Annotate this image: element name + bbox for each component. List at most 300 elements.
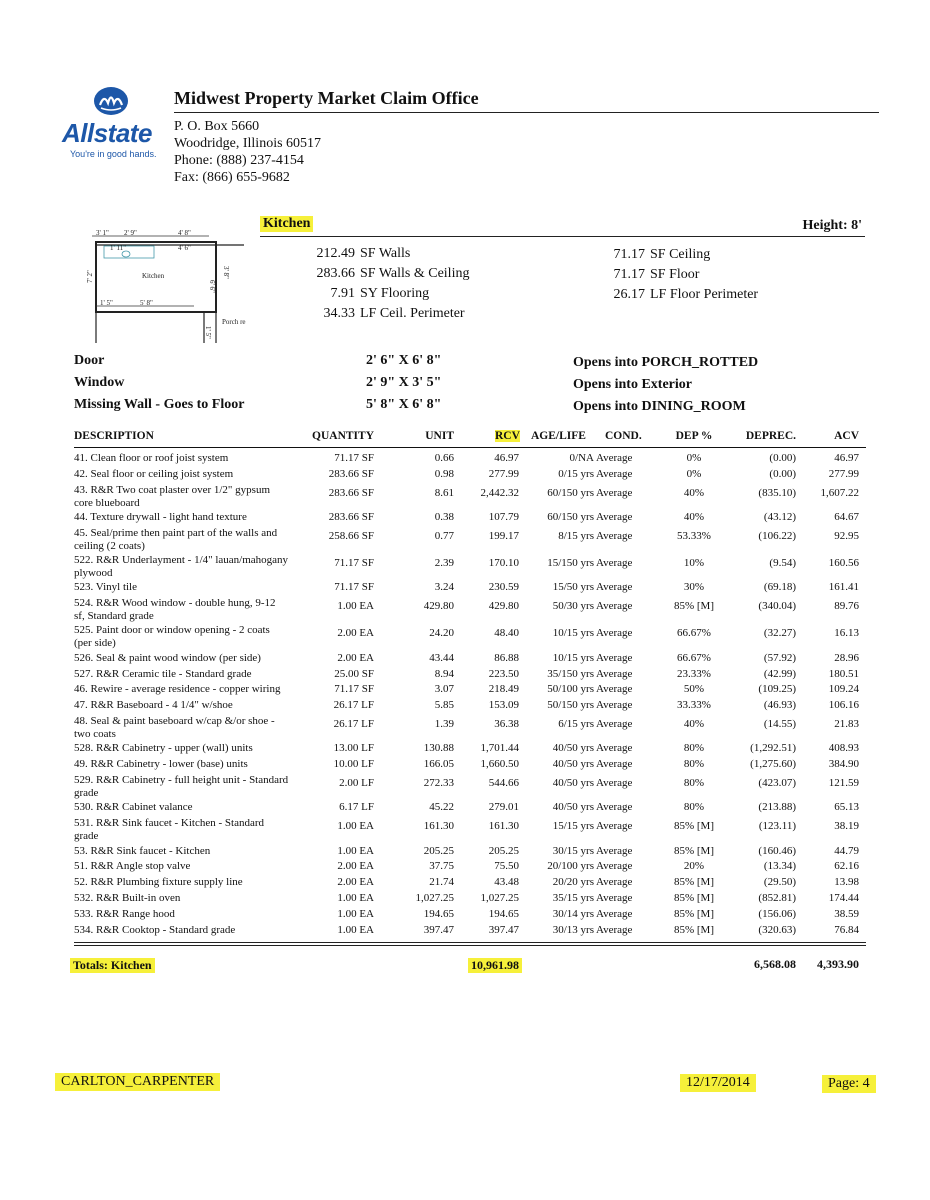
line-dep-percent: 85% [M] <box>673 892 715 905</box>
line-unit-price: 429.80 <box>423 600 454 613</box>
line-age-life: 6/15 yrs <box>558 718 594 731</box>
line-condition: Average <box>596 467 633 480</box>
line-dep-percent: 80% <box>683 758 705 771</box>
opening-target: Opens into PORCH_ROTTED <box>573 355 759 370</box>
sketch-label: 6' 6" <box>208 280 216 293</box>
measure-label: LF Ceil. Perimeter <box>360 306 465 321</box>
line-condition: Average <box>596 758 633 771</box>
totals-rule-2 <box>74 945 866 946</box>
line-description: 524. R&R Wood window - double hung, 9-12 <box>74 597 276 610</box>
line-description-cont: grade <box>74 830 99 843</box>
line-quantity: 26.17 LF <box>333 718 374 731</box>
line-rcv: 36.38 <box>494 718 519 731</box>
line-rcv: 48.40 <box>494 627 519 640</box>
line-quantity: 2.00 EA <box>337 651 374 664</box>
col-rcv: RCV <box>495 430 520 442</box>
line-unit-price: 45.22 <box>429 801 454 814</box>
line-description: 522. R&R Underlayment - 1/4" lauan/mahogany <box>74 554 289 567</box>
line-depreciation: (46.93) <box>763 699 796 712</box>
line-depreciation: (14.55) <box>763 718 796 731</box>
line-acv: 28.96 <box>834 651 859 664</box>
line-condition: Average <box>596 699 633 712</box>
line-dep-percent: 85% [M] <box>673 600 715 613</box>
line-rcv: 43.48 <box>494 876 519 889</box>
opening-target: Opens into Exterior <box>573 377 692 392</box>
line-acv: 46.97 <box>834 452 859 464</box>
brand-name: Allstate <box>62 118 152 148</box>
line-acv: 174.44 <box>828 892 859 905</box>
line-rcv: 205.25 <box>488 844 519 857</box>
line-acv: 408.93 <box>828 742 859 755</box>
measurements-right <box>595 245 758 305</box>
line-age-life: 50/150 yrs <box>547 699 594 712</box>
line-quantity: 6.17 LF <box>339 801 374 814</box>
sketch-label: 3' 8" <box>222 266 230 279</box>
line-acv: 38.59 <box>834 908 859 921</box>
totals-acv: 4,393.90 <box>817 957 859 971</box>
openings-sizes <box>366 350 441 416</box>
line-quantity: 258.66 SF <box>328 529 374 542</box>
opening-name: Missing Wall - Goes to Floor <box>74 397 245 412</box>
footer-adjuster-name: CARLTON_CARPENTER <box>55 1073 220 1091</box>
line-rcv: 2,442.32 <box>480 486 519 499</box>
line-acv: 38.19 <box>834 820 859 833</box>
col-condition: COND. <box>605 430 642 442</box>
openings-targets <box>573 352 758 418</box>
address-line: Woodridge, Illinois 60517 <box>174 136 322 151</box>
table-header-rule <box>74 447 866 448</box>
line-description: 43. R&R Two coat plaster over 1/2" gypsum <box>74 483 270 496</box>
line-depreciation: (9.54) <box>769 557 796 570</box>
line-condition: Average <box>596 777 633 790</box>
line-depreciation: (29.50) <box>763 876 796 889</box>
line-dep-percent: 80% <box>683 801 705 814</box>
line-quantity: 2.00 EA <box>337 876 374 889</box>
line-age-life: 15/50 yrs <box>552 581 594 594</box>
line-acv: 13.98 <box>834 876 859 889</box>
room-sketch <box>84 228 264 343</box>
line-unit-price: 205.25 <box>423 844 454 857</box>
measure-value: 283.66 <box>316 266 355 281</box>
line-depreciation: (123.11) <box>758 820 796 833</box>
line-age-life: 15/15 yrs <box>552 820 594 833</box>
line-age-life: 50/30 yrs <box>552 600 594 613</box>
line-quantity: 26.17 LF <box>333 699 374 712</box>
measure-label: SY Flooring <box>360 286 430 301</box>
line-depreciation: (852.81) <box>758 892 796 905</box>
line-depreciation: (0.00) <box>769 452 796 464</box>
line-acv: 180.51 <box>828 667 859 680</box>
line-unit-price: 8.61 <box>434 486 454 499</box>
line-description: 41. Clean floor or roof joist system <box>74 452 229 464</box>
line-unit-price: 0.77 <box>434 529 454 542</box>
line-dep-percent: 85% [M] <box>673 908 715 921</box>
line-condition: Average <box>596 718 633 731</box>
line-dep-percent: 40% <box>683 511 705 523</box>
line-quantity: 71.17 SF <box>334 581 374 594</box>
office-title: Midwest Property Market Claim Office <box>174 88 479 108</box>
line-unit-price: 24.20 <box>429 627 454 640</box>
line-quantity: 13.00 LF <box>333 742 374 755</box>
line-rcv: 170.10 <box>488 557 519 570</box>
line-quantity: 1.00 EA <box>337 820 374 833</box>
line-description-cont: grade <box>74 787 99 800</box>
measure-value: 212.49 <box>316 246 355 261</box>
line-condition: Average <box>596 742 633 755</box>
line-description: 532. R&R Built-in oven <box>74 892 181 905</box>
line-depreciation: (0.00) <box>769 467 796 480</box>
room-divider <box>260 236 865 237</box>
line-quantity: 1.00 EA <box>337 924 374 936</box>
line-condition: Average <box>596 452 633 464</box>
line-description: 533. R&R Range hood <box>74 908 175 921</box>
line-description: 42. Seal floor or ceiling joist system <box>74 467 234 480</box>
line-unit-price: 130.88 <box>423 742 454 755</box>
line-dep-percent: 85% [M] <box>673 876 715 889</box>
line-dep-percent: 85% [M] <box>673 844 715 857</box>
line-acv: 89.76 <box>834 600 859 613</box>
line-age-life: 0/15 yrs <box>558 467 594 480</box>
line-rcv: 223.50 <box>488 667 519 680</box>
line-description: 45. Seal/prime then paint part of the walls and <box>74 526 278 539</box>
line-acv: 65.13 <box>834 801 859 814</box>
line-acv: 21.83 <box>834 718 859 731</box>
line-description: 528. R&R Cabinetry - upper (wall) units <box>74 742 253 755</box>
line-condition: Average <box>596 924 633 936</box>
line-dep-percent: 10% <box>683 557 705 570</box>
line-dep-percent: 85% [M] <box>673 924 715 936</box>
line-dep-percent: 0% <box>686 452 702 464</box>
line-description: 48. Seal & paint baseboard w/cap &/or shoe - <box>74 715 275 728</box>
line-condition: Average <box>596 581 633 594</box>
line-age-life: 15/150 yrs <box>547 557 594 570</box>
line-acv: 44.79 <box>834 844 859 857</box>
measure-label: SF Floor <box>650 267 700 282</box>
line-condition: Average <box>596 876 633 889</box>
line-rcv: 86.88 <box>494 651 519 664</box>
phone-line: Phone: (888) 237-4154 <box>174 153 304 168</box>
line-dep-percent: 53.33% <box>677 529 711 542</box>
line-age-life: 60/150 yrs <box>547 486 594 499</box>
line-description-cont: ceiling (2 coats) <box>74 539 145 552</box>
line-rcv: 1,027.25 <box>480 892 519 905</box>
sketch-label: 7' 2" <box>86 270 94 283</box>
line-dep-percent: 85% [M] <box>673 820 715 833</box>
line-age-life: 35/15 yrs <box>552 892 594 905</box>
line-depreciation: (340.04) <box>758 600 796 613</box>
line-description: 531. R&R Sink faucet - Kitchen - Standard <box>74 817 265 830</box>
line-rcv: 153.09 <box>488 699 519 712</box>
line-age-life: 40/50 yrs <box>552 758 594 771</box>
line-condition: Average <box>596 651 633 664</box>
measure-value: 71.17 <box>613 247 645 262</box>
line-quantity: 1.00 EA <box>337 908 374 921</box>
sketch-label: 4' 6" <box>178 244 191 252</box>
line-age-life: 20/100 yrs <box>547 860 594 873</box>
line-quantity: 283.66 SF <box>328 486 374 499</box>
line-unit-price: 21.74 <box>429 876 454 889</box>
line-depreciation: (160.46) <box>758 844 796 857</box>
sketch-label: Kitchen <box>142 272 165 280</box>
line-quantity: 1.00 EA <box>337 892 374 905</box>
line-age-life: 40/50 yrs <box>552 777 594 790</box>
measure-label: SF Ceiling <box>650 247 711 262</box>
line-description: 47. R&R Baseboard - 4 1/4" w/shoe <box>74 699 233 712</box>
line-condition: Average <box>596 486 633 499</box>
measure-label: SF Walls <box>360 246 411 261</box>
line-dep-percent: 0% <box>686 467 702 480</box>
line-quantity: 2.00 LF <box>339 777 374 790</box>
col-quantity: QUANTITY <box>312 430 374 442</box>
opening-size: 5' 8" X 6' 8" <box>366 397 442 412</box>
line-age-life: 60/150 yrs <box>547 511 594 523</box>
line-condition: Average <box>596 860 633 873</box>
line-description: 49. R&R Cabinetry - lower (base) units <box>74 758 248 771</box>
line-dep-percent: 66.67% <box>677 627 711 640</box>
totals-rule-1 <box>74 942 866 943</box>
line-rcv: 429.80 <box>488 600 519 613</box>
line-depreciation: (106.22) <box>758 529 796 542</box>
line-description: 526. Seal & paint wood window (per side) <box>74 651 261 664</box>
office-address <box>174 118 321 186</box>
line-depreciation: (1,292.51) <box>750 742 796 755</box>
line-age-life: 30/13 yrs <box>552 924 594 936</box>
line-rcv: 199.17 <box>488 529 519 542</box>
line-depreciation: (109.25) <box>758 683 796 696</box>
line-condition: Average <box>596 627 633 640</box>
sketch-label: 2' 9" <box>124 229 137 237</box>
measurements-left <box>305 244 469 324</box>
line-depreciation: (13.34) <box>763 860 796 873</box>
line-age-life: 30/14 yrs <box>552 908 594 921</box>
openings-names <box>74 350 244 416</box>
line-acv: 16.13 <box>834 627 859 640</box>
line-unit-price: 166.05 <box>423 758 454 771</box>
line-quantity: 2.00 EA <box>337 860 374 873</box>
sketch-label: 4' 8" <box>178 229 191 237</box>
line-age-life: 30/15 yrs <box>552 844 594 857</box>
line-unit-price: 0.38 <box>434 511 454 523</box>
brand-tagline: You're in good hands. <box>70 149 157 159</box>
sketch-label: 1' 5" <box>100 299 113 307</box>
line-age-life: 35/150 yrs <box>547 667 594 680</box>
line-depreciation: (320.63) <box>758 924 796 936</box>
allstate-hands-logo <box>92 86 130 116</box>
line-unit-price: 272.33 <box>423 777 454 790</box>
line-acv: 160.56 <box>828 557 859 570</box>
measure-value: 34.33 <box>323 306 355 321</box>
line-unit-price: 3.24 <box>434 581 454 594</box>
line-rcv: 194.65 <box>488 908 519 921</box>
line-age-life: 40/50 yrs <box>552 801 594 814</box>
col-age-life: AGE/LIFE <box>531 430 586 442</box>
line-depreciation: (1,275.60) <box>750 758 796 771</box>
line-rcv: 46.97 <box>494 452 519 464</box>
line-description-cont: sf, Standard grade <box>74 610 154 623</box>
line-acv: 277.99 <box>828 467 859 480</box>
line-acv: 121.59 <box>828 777 859 790</box>
line-depreciation: (42.99) <box>763 667 796 680</box>
line-quantity: 283.66 SF <box>328 467 374 480</box>
line-acv: 1,607.22 <box>820 486 859 499</box>
line-unit-price: 161.30 <box>423 820 454 833</box>
line-acv: 109.24 <box>828 683 859 696</box>
line-description: 44. Texture drywall - light hand texture <box>74 511 247 523</box>
footer-date: 12/17/2014 <box>680 1074 756 1092</box>
address-line: P. O. Box 5660 <box>174 119 260 134</box>
line-rcv: 75.50 <box>494 860 519 873</box>
line-condition: Average <box>596 511 633 523</box>
line-description-cont: core blueboard <box>74 496 140 509</box>
line-description: 534. R&R Cooktop - Standard grade <box>74 924 236 936</box>
line-unit-price: 0.98 <box>434 467 454 480</box>
line-rcv: 397.47 <box>488 924 519 936</box>
line-unit-price: 1,027.25 <box>415 892 454 905</box>
col-description: DESCRIPTION <box>74 430 154 442</box>
totals-rcv: 10,961.98 <box>468 958 522 973</box>
sketch-label: Porch re <box>222 318 246 326</box>
line-rcv: 230.59 <box>488 581 519 594</box>
line-dep-percent: 40% <box>683 718 705 731</box>
line-acv: 64.67 <box>834 511 859 523</box>
line-dep-percent: 80% <box>683 742 705 755</box>
opening-size: 2' 9" X 3' 5" <box>366 375 442 390</box>
line-age-life: 10/15 yrs <box>552 651 594 664</box>
line-description: 46. Rewire - average residence - copper wiring <box>74 683 281 696</box>
line-unit-price: 3.07 <box>434 683 454 696</box>
line-quantity: 25.00 SF <box>334 667 374 680</box>
line-age-life: 8/15 yrs <box>558 529 594 542</box>
measure-label: SF Walls & Ceiling <box>360 266 470 281</box>
line-depreciation: (423.07) <box>758 777 796 790</box>
line-unit-price: 43.44 <box>429 651 454 664</box>
line-description: 527. R&R Ceramic tile - Standard grade <box>74 667 252 680</box>
measure-label: LF Floor Perimeter <box>650 287 759 302</box>
line-age-life: 20/20 yrs <box>552 876 594 889</box>
line-depreciation: (835.10) <box>758 486 796 499</box>
line-rcv: 218.49 <box>488 683 519 696</box>
line-description: 525. Paint door or window opening - 2 coats <box>74 624 270 637</box>
line-depreciation: (156.06) <box>758 908 796 921</box>
line-unit-price: 37.75 <box>429 860 454 873</box>
line-condition: Average <box>596 600 633 613</box>
line-age-life: 10/15 yrs <box>552 627 594 640</box>
opening-size: 2' 6" X 6' 8" <box>366 353 442 368</box>
footer-page-number: Page: 4 <box>822 1075 876 1093</box>
totals-label: Totals: Kitchen <box>70 958 155 973</box>
measure-value: 7.91 <box>330 286 355 301</box>
line-unit-price: 1.39 <box>434 718 454 731</box>
line-dep-percent: 30% <box>683 581 705 594</box>
line-depreciation: (43.12) <box>763 511 796 523</box>
line-rcv: 544.66 <box>488 777 519 790</box>
room-height: Height: 8' <box>802 218 862 233</box>
line-rcv: 277.99 <box>488 467 519 480</box>
line-description-cont: plywood <box>74 567 113 580</box>
line-description: 523. Vinyl tile <box>74 581 137 594</box>
line-rcv: 279.01 <box>488 801 519 814</box>
line-description: 529. R&R Cabinetry - full height unit - Standard <box>74 774 289 787</box>
line-description-cont: (per side) <box>74 637 116 650</box>
line-quantity: 2.00 EA <box>337 627 374 640</box>
line-condition: Average <box>596 844 633 857</box>
col-acv: ACV <box>834 430 859 442</box>
line-depreciation: (32.27) <box>763 627 796 640</box>
line-acv: 161.41 <box>828 581 859 594</box>
line-condition: Average <box>596 683 633 696</box>
line-depreciation: (213.88) <box>758 801 796 814</box>
line-rcv: 1,660.50 <box>480 758 519 771</box>
line-dep-percent: 20% <box>683 860 705 873</box>
line-unit-price: 397.47 <box>423 924 454 936</box>
line-condition: Average <box>596 820 633 833</box>
line-age-life: 40/50 yrs <box>552 742 594 755</box>
line-depreciation: (69.18) <box>763 581 796 594</box>
line-unit-price: 0.66 <box>434 452 454 464</box>
line-age-life: 0/NA <box>569 452 594 464</box>
fax-line: Fax: (866) 655-9682 <box>174 170 290 185</box>
opening-name: Door <box>74 353 105 368</box>
line-description-cont: two coats <box>74 728 116 741</box>
header-divider <box>174 112 879 113</box>
line-acv: 384.90 <box>828 758 859 771</box>
line-dep-percent: 66.67% <box>677 651 711 664</box>
line-quantity: 71.17 SF <box>334 557 374 570</box>
col-depreciation: DEPREC. <box>745 430 796 442</box>
opening-target: Opens into DINING_ROOM <box>573 399 746 414</box>
line-quantity: 283.66 SF <box>328 511 374 523</box>
line-description: 53. R&R Sink faucet - Kitchen <box>74 844 211 857</box>
line-acv: 92.95 <box>834 529 859 542</box>
sketch-label: 3' 1" <box>96 229 109 237</box>
line-rcv: 1,701.44 <box>480 742 519 755</box>
col-unit: UNIT <box>425 430 454 442</box>
line-unit-price: 5.85 <box>434 699 454 712</box>
measure-value: 71.17 <box>613 267 645 282</box>
sketch-label: 1' 11" <box>110 244 127 252</box>
line-dep-percent: 80% <box>683 777 705 790</box>
line-condition: Average <box>596 908 633 921</box>
line-quantity: 71.17 SF <box>334 452 374 464</box>
line-quantity: 1.00 EA <box>337 844 374 857</box>
opening-name: Window <box>74 375 125 390</box>
line-rcv: 107.79 <box>488 511 519 523</box>
sketch-label: 1' 5" <box>204 326 212 339</box>
line-dep-percent: 50% <box>683 683 705 696</box>
line-dep-percent: 23.33% <box>677 667 711 680</box>
sketch-label: 5' 8" <box>140 299 153 307</box>
totals-deprec: 6,568.08 <box>754 957 796 971</box>
line-age-life: 50/100 yrs <box>547 683 594 696</box>
line-condition: Average <box>596 557 633 570</box>
line-description: 52. R&R Plumbing fixture supply line <box>74 876 243 889</box>
line-dep-percent: 33.33% <box>677 699 711 712</box>
measure-value: 26.17 <box>613 287 645 302</box>
line-unit-price: 2.39 <box>434 557 454 570</box>
line-rcv: 161.30 <box>488 820 519 833</box>
line-quantity: 10.00 LF <box>333 758 374 771</box>
line-description: 51. R&R Angle stop valve <box>74 860 191 873</box>
line-condition: Average <box>596 667 633 680</box>
line-quantity: 71.17 SF <box>334 683 374 696</box>
line-depreciation: (57.92) <box>763 651 796 664</box>
line-quantity: 1.00 EA <box>337 600 374 613</box>
line-description: 530. R&R Cabinet valance <box>74 801 193 814</box>
line-dep-percent: 40% <box>683 486 705 499</box>
line-condition: Average <box>596 801 633 814</box>
line-condition: Average <box>596 529 633 542</box>
line-acv: 76.84 <box>834 924 859 936</box>
